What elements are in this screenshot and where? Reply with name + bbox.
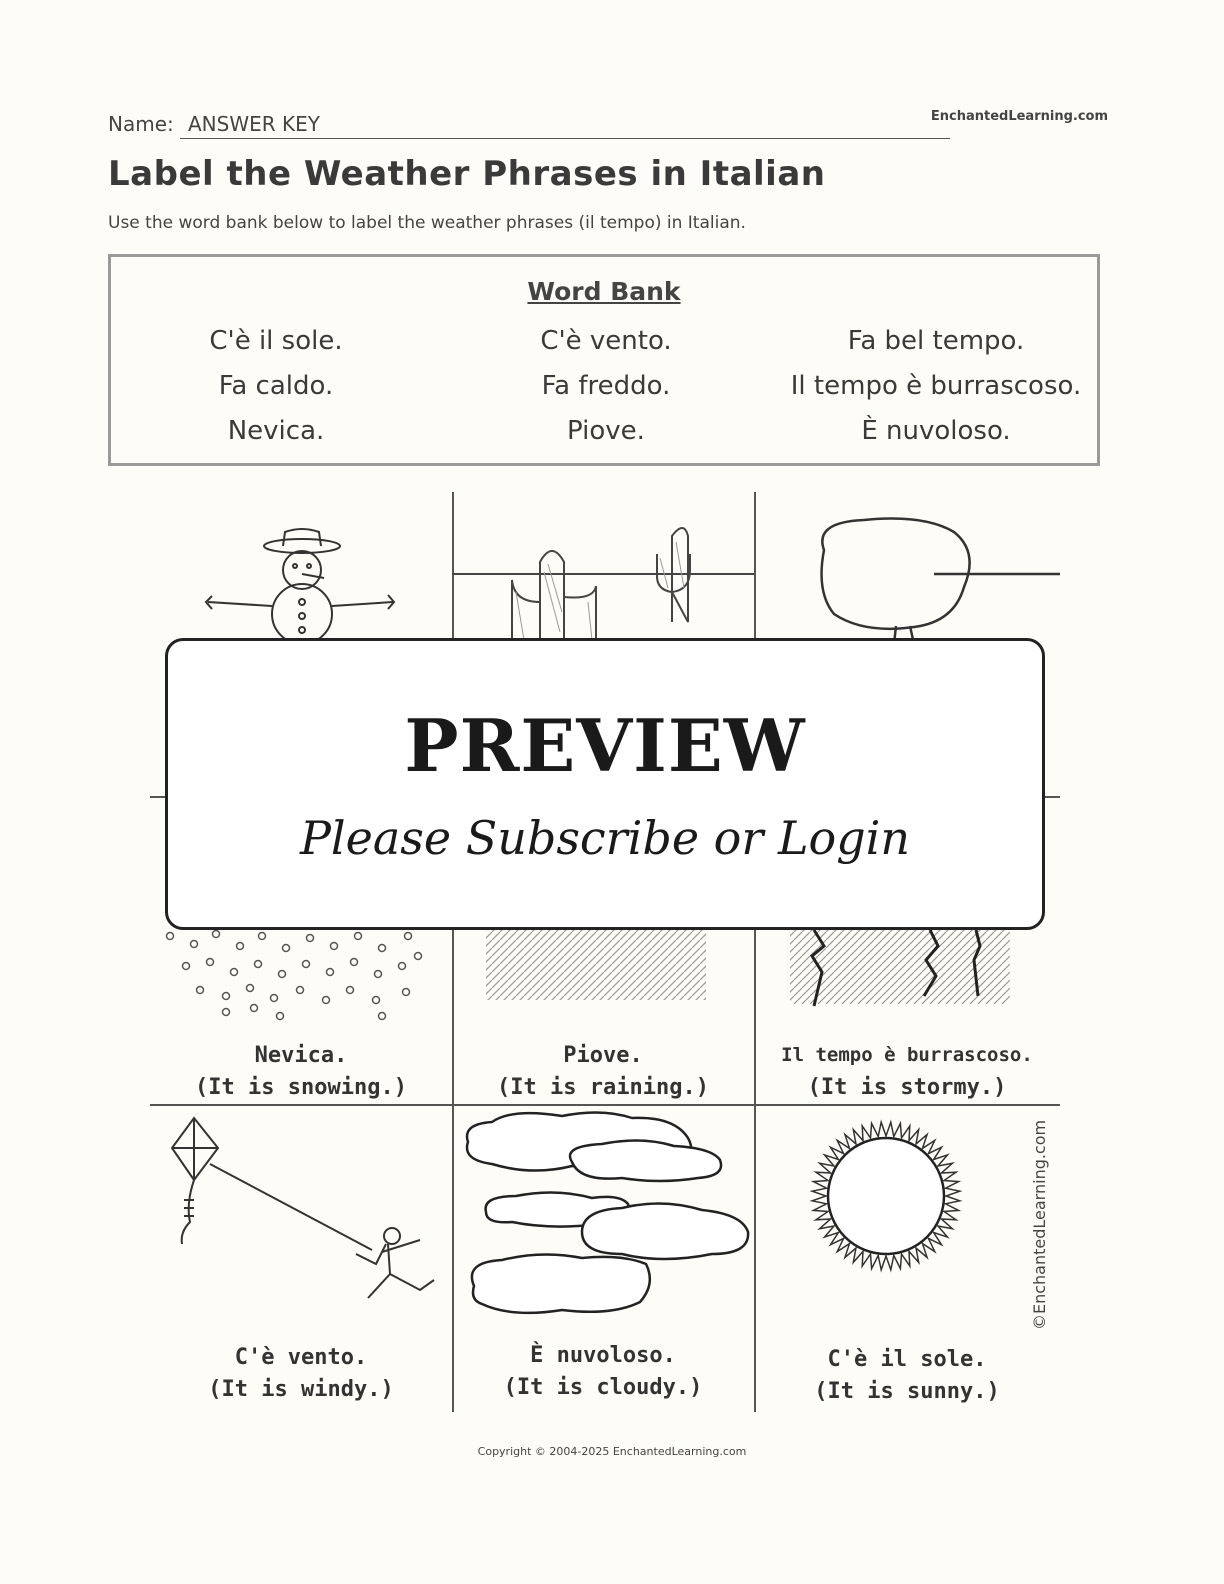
caption-line2: (It is stormy.) [807,1075,1007,1100]
caption-line1: Nevica. [254,1043,348,1068]
word-bank-item: Il tempo è burrascoso. [790,371,1082,401]
caption-line1: C'è il sole. [827,1347,987,1372]
instructions: Use the word bank below to label the weather phrases (il tempo) in Italian. [108,213,746,233]
preview-title: PREVIEW [404,703,806,788]
word-bank [108,254,1100,466]
caption-line2: (It is windy.) [208,1377,394,1402]
word-bank-grid [111,323,1097,458]
caption-line1: Il tempo è burrascoso. [781,1044,1033,1066]
picture-cell-cloudy [452,1104,754,1412]
word-bank-item: Fa bel tempo. [847,326,1025,356]
preview-overlay[interactable] [165,638,1045,930]
page-title: Label the Weather Phrases in Italian [108,154,826,194]
word-bank-item: Nevica. [227,416,325,446]
picture-cell-sunny [754,1104,1060,1412]
word-bank-item: È nuvoloso. [861,416,1011,446]
word-bank-item: Fa freddo. [541,371,671,401]
caption-line1: C'è vento. [234,1345,368,1370]
word-bank-item: C'è il sole. [209,326,343,356]
name-label: Name: [108,112,174,136]
name-value: ANSWER KEY [188,112,320,136]
name-row [108,110,950,140]
caption-line2: (It is cloudy.) [503,1375,703,1400]
picture-grid [150,492,1060,1412]
name-field[interactable] [180,110,950,139]
subscribe-login-prompt[interactable]: Please Subscribe or Login [299,811,911,865]
caption-line2: (It is raining.) [497,1075,709,1100]
site-logo-text: EnchantedLearning.com [930,109,1108,124]
picture-cell-windy [150,1104,452,1412]
word-bank-title: Word Bank [527,277,681,306]
word-bank-item: C'è vento. [540,326,672,356]
word-bank-item: Piove. [567,416,645,446]
caption-line1: È nuvoloso. [530,1343,676,1368]
caption-line2: (It is sunny.) [814,1379,1000,1404]
caption-line1: Piove. [563,1043,643,1068]
caption-line2: (It is snowing.) [195,1075,407,1100]
word-bank-item: Fa caldo. [218,371,334,401]
vertical-site-credit: ©EnchantedLearning.com [1030,1119,1049,1330]
copyright: Copyright © 2004-2025 EnchantedLearning.com [477,1445,747,1458]
